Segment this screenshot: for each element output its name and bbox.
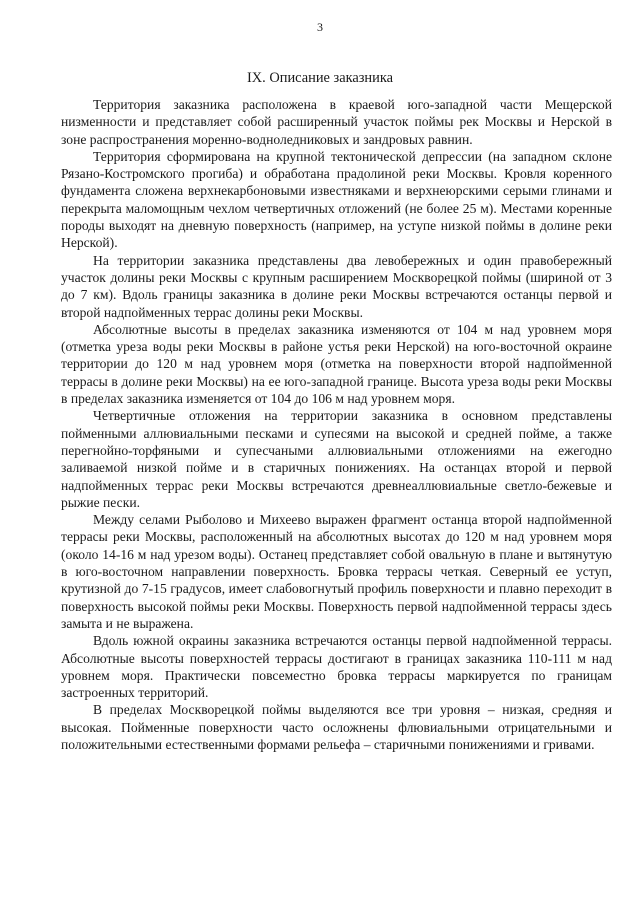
paragraph: Между селами Рыболово и Михеево выражен фрагмент останца второй надпойменной террасы реки Москвы, расположенный на абсолютных высотах до 120 м над уровнем моря (около 14-16 м над урезом воды). Останец представляет собой овальную в плане и вытянутую в юго-восточном направлении поверхность. Бровка террасы четкая. Северный ее уступ, крутизной до 7-15 градусов, имеет слабовогнутый профиль поверхности и плавно переходит в поверхность высокой поймы реки Москвы. Поверхность первой надпойменной террасы здесь замыта и не выражена. (61, 512, 612, 631)
paragraph: В пределах Москворецкой поймы выделяются все три уровня – низкая, средняя и высокая. Пойменные поверхности часто осложнены флювиальными отрицательными и положительными естественными формами рельефа – старичными понижениями и гривами. (61, 702, 612, 752)
page-number: 3 (317, 20, 323, 34)
paragraph: Абсолютные высоты в пределах заказника изменяются от 104 м над уровнем моря (отметка уреза воды реки Москвы в районе устья реки Нерской) на юго-восточной окраине территории до 120 м над уровнем моря (отметка на поверхности второй надпойменной террасы в долине реки Москвы) на ее юго-западной границе. Высота уреза воды реки Москвы в пределах заказника изменяется от 104 до 106 м над уровнем моря. (61, 321, 612, 407)
paragraph: Территория заказника расположена в краевой юго-западной части Мещерской низменности и представляет собой расширенный участок поймы рек Москвы и Нерской в зоне распространения моренно-водноледниковых и зандровых равнин. (61, 97, 612, 147)
document-body (61, 96, 612, 753)
paragraph: Вдоль южной окраины заказника встречаются останцы первой надпойменной террасы. Абсолютные высоты поверхностей террасы достигают в границах заказника 110-111 м над уровнем моря. Практически повсеместно бровка террасы маркируется по границам застроенных территорий. (61, 633, 612, 701)
paragraph: На территории заказника представлены два левобережных и один правобережный участок долины реки Москвы с крупным расширением Москворецкой поймы (шириной от 3 до 7 км). Вдоль границы заказника в долине реки Москвы встречаются останцы первой и второй надпойменных террас долины реки Москвы. (61, 252, 612, 320)
paragraph: Территория сформирована на крупной тектонической депрессии (на западном склоне Рязано-Костромского прогиба) и обработана прадолиной реки Москвы. Кровля коренного фундамента сложена верхнекарбоновыми известняками и верхнеюрскими серыми глинами и перекрыта маломощным чехлом четвертичных отложений (не более 25 м). Местами коренные породы выходят на дневную поверхность (например, на уступе низкой поймы в долине реки Нерской). (61, 148, 612, 251)
paragraph: Четвертичные отложения на территории заказника в основном представлены пойменными аллювиальными песками и супесями на высокой и средней пойме, а также перегнойно-торфяными и супесчаными аллювиальными отложениями на ежегодно заливаемой низкой пойме и в старичных понижениях. На останцах второй и первой надпойменных террас реки Москвы встречаются древнеаллювиальные светло-бежевые и рыжие пески. (61, 408, 612, 510)
section-heading: IX. Описание заказника (247, 70, 393, 86)
